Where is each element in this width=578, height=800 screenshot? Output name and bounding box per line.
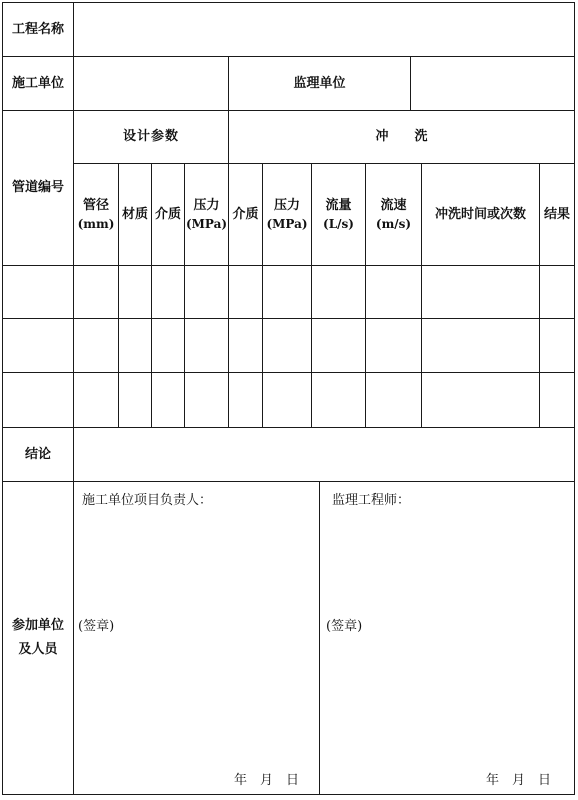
supervisor-label: 监理单位: [293, 75, 346, 91]
participants-label-line2: 及人员: [18, 642, 58, 657]
cell-flush-pressure[interactable]: [263, 266, 311, 318]
cell-flush-medium[interactable]: [229, 319, 262, 372]
cell-flow[interactable]: [312, 373, 365, 427]
contractor-date: 年 月 日: [234, 773, 300, 788]
cell-pressure[interactable]: [185, 373, 228, 427]
col-pressure-label: 压力: [193, 197, 220, 213]
col-result: 结果: [543, 206, 570, 222]
cell-pipe-no[interactable]: [3, 319, 73, 372]
col-flow-unit: (L/s): [323, 216, 354, 231]
cell-flush-medium[interactable]: [229, 373, 262, 427]
col-flush-medium: 介质: [232, 206, 259, 222]
participants-label-line1: 参加单位: [11, 618, 64, 633]
col-pressure-unit: (MPa): [185, 216, 228, 231]
cell-result[interactable]: [540, 373, 574, 427]
cell-velocity[interactable]: [366, 319, 421, 372]
col-flush-pressure-unit: (MPa): [266, 216, 308, 231]
col-diameter-unit: (mm): [77, 216, 115, 231]
col-diameter: [74, 164, 118, 265]
col-flow: [312, 164, 365, 265]
project-name-label: 工程名称: [11, 21, 64, 37]
col-flush-pressure-label: 压力: [273, 197, 300, 213]
cell-result[interactable]: [540, 319, 574, 372]
cell-pipe-no[interactable]: [3, 266, 73, 318]
supervising-engineer-label: 监理工程师：: [332, 493, 411, 508]
contractor-manager-label: 施工单位项目负责人：: [82, 493, 213, 508]
conclusion-label: 结论: [24, 446, 51, 462]
col-medium: 介质: [154, 206, 181, 222]
design-params-header: 设计参数: [122, 129, 179, 144]
col-diameter-label: 管径: [82, 197, 109, 213]
cell-diameter[interactable]: [74, 319, 118, 372]
cell-material[interactable]: [119, 266, 151, 318]
col-pressure: [185, 164, 228, 265]
participants-label: [3, 482, 73, 794]
supervisor-signature-area[interactable]: [320, 482, 574, 794]
supervisor-field[interactable]: [411, 57, 574, 110]
flush-header: 冲 洗: [375, 129, 428, 144]
cell-medium[interactable]: [152, 266, 184, 318]
cell-result[interactable]: [540, 266, 574, 318]
contractor-field[interactable]: [74, 57, 228, 110]
cell-material[interactable]: [119, 373, 151, 427]
col-flow-label: 流量: [325, 197, 352, 213]
col-material: 材质: [121, 206, 148, 222]
cell-time-or-count[interactable]: [422, 373, 539, 427]
col-velocity-label: 流速: [380, 197, 407, 213]
cell-pipe-no[interactable]: [3, 373, 73, 427]
cell-material[interactable]: [119, 319, 151, 372]
cell-diameter[interactable]: [74, 373, 118, 427]
col-velocity: [366, 164, 421, 265]
col-time-or-count: 冲洗时间或次数: [434, 206, 526, 222]
supervisor-seal-label: (签章): [326, 619, 363, 634]
cell-medium[interactable]: [152, 373, 184, 427]
cell-time-or-count[interactable]: [422, 266, 539, 318]
pipe-number-label: 管道编号: [11, 180, 64, 195]
col-velocity-unit: (m/s): [375, 216, 412, 231]
cell-flush-pressure[interactable]: [263, 373, 311, 427]
cell-flow[interactable]: [312, 266, 365, 318]
cell-diameter[interactable]: [74, 266, 118, 318]
cell-pressure[interactable]: [185, 319, 228, 372]
cell-flush-pressure[interactable]: [263, 319, 311, 372]
cell-flow[interactable]: [312, 319, 365, 372]
flushing-record-form: [2, 2, 575, 795]
contractor-seal-label: (签章): [78, 619, 115, 634]
contractor-signature-area[interactable]: [74, 482, 319, 794]
cell-velocity[interactable]: [366, 266, 421, 318]
cell-flush-medium[interactable]: [229, 266, 262, 318]
cell-velocity[interactable]: [366, 373, 421, 427]
conclusion-field[interactable]: [74, 428, 574, 481]
cell-medium[interactable]: [152, 319, 184, 372]
contractor-label: 施工单位: [11, 75, 64, 91]
cell-time-or-count[interactable]: [422, 319, 539, 372]
project-name-field[interactable]: [74, 3, 574, 56]
col-flush-pressure: [263, 164, 311, 265]
supervisor-date: 年 月 日: [486, 773, 552, 788]
cell-pressure[interactable]: [185, 266, 228, 318]
